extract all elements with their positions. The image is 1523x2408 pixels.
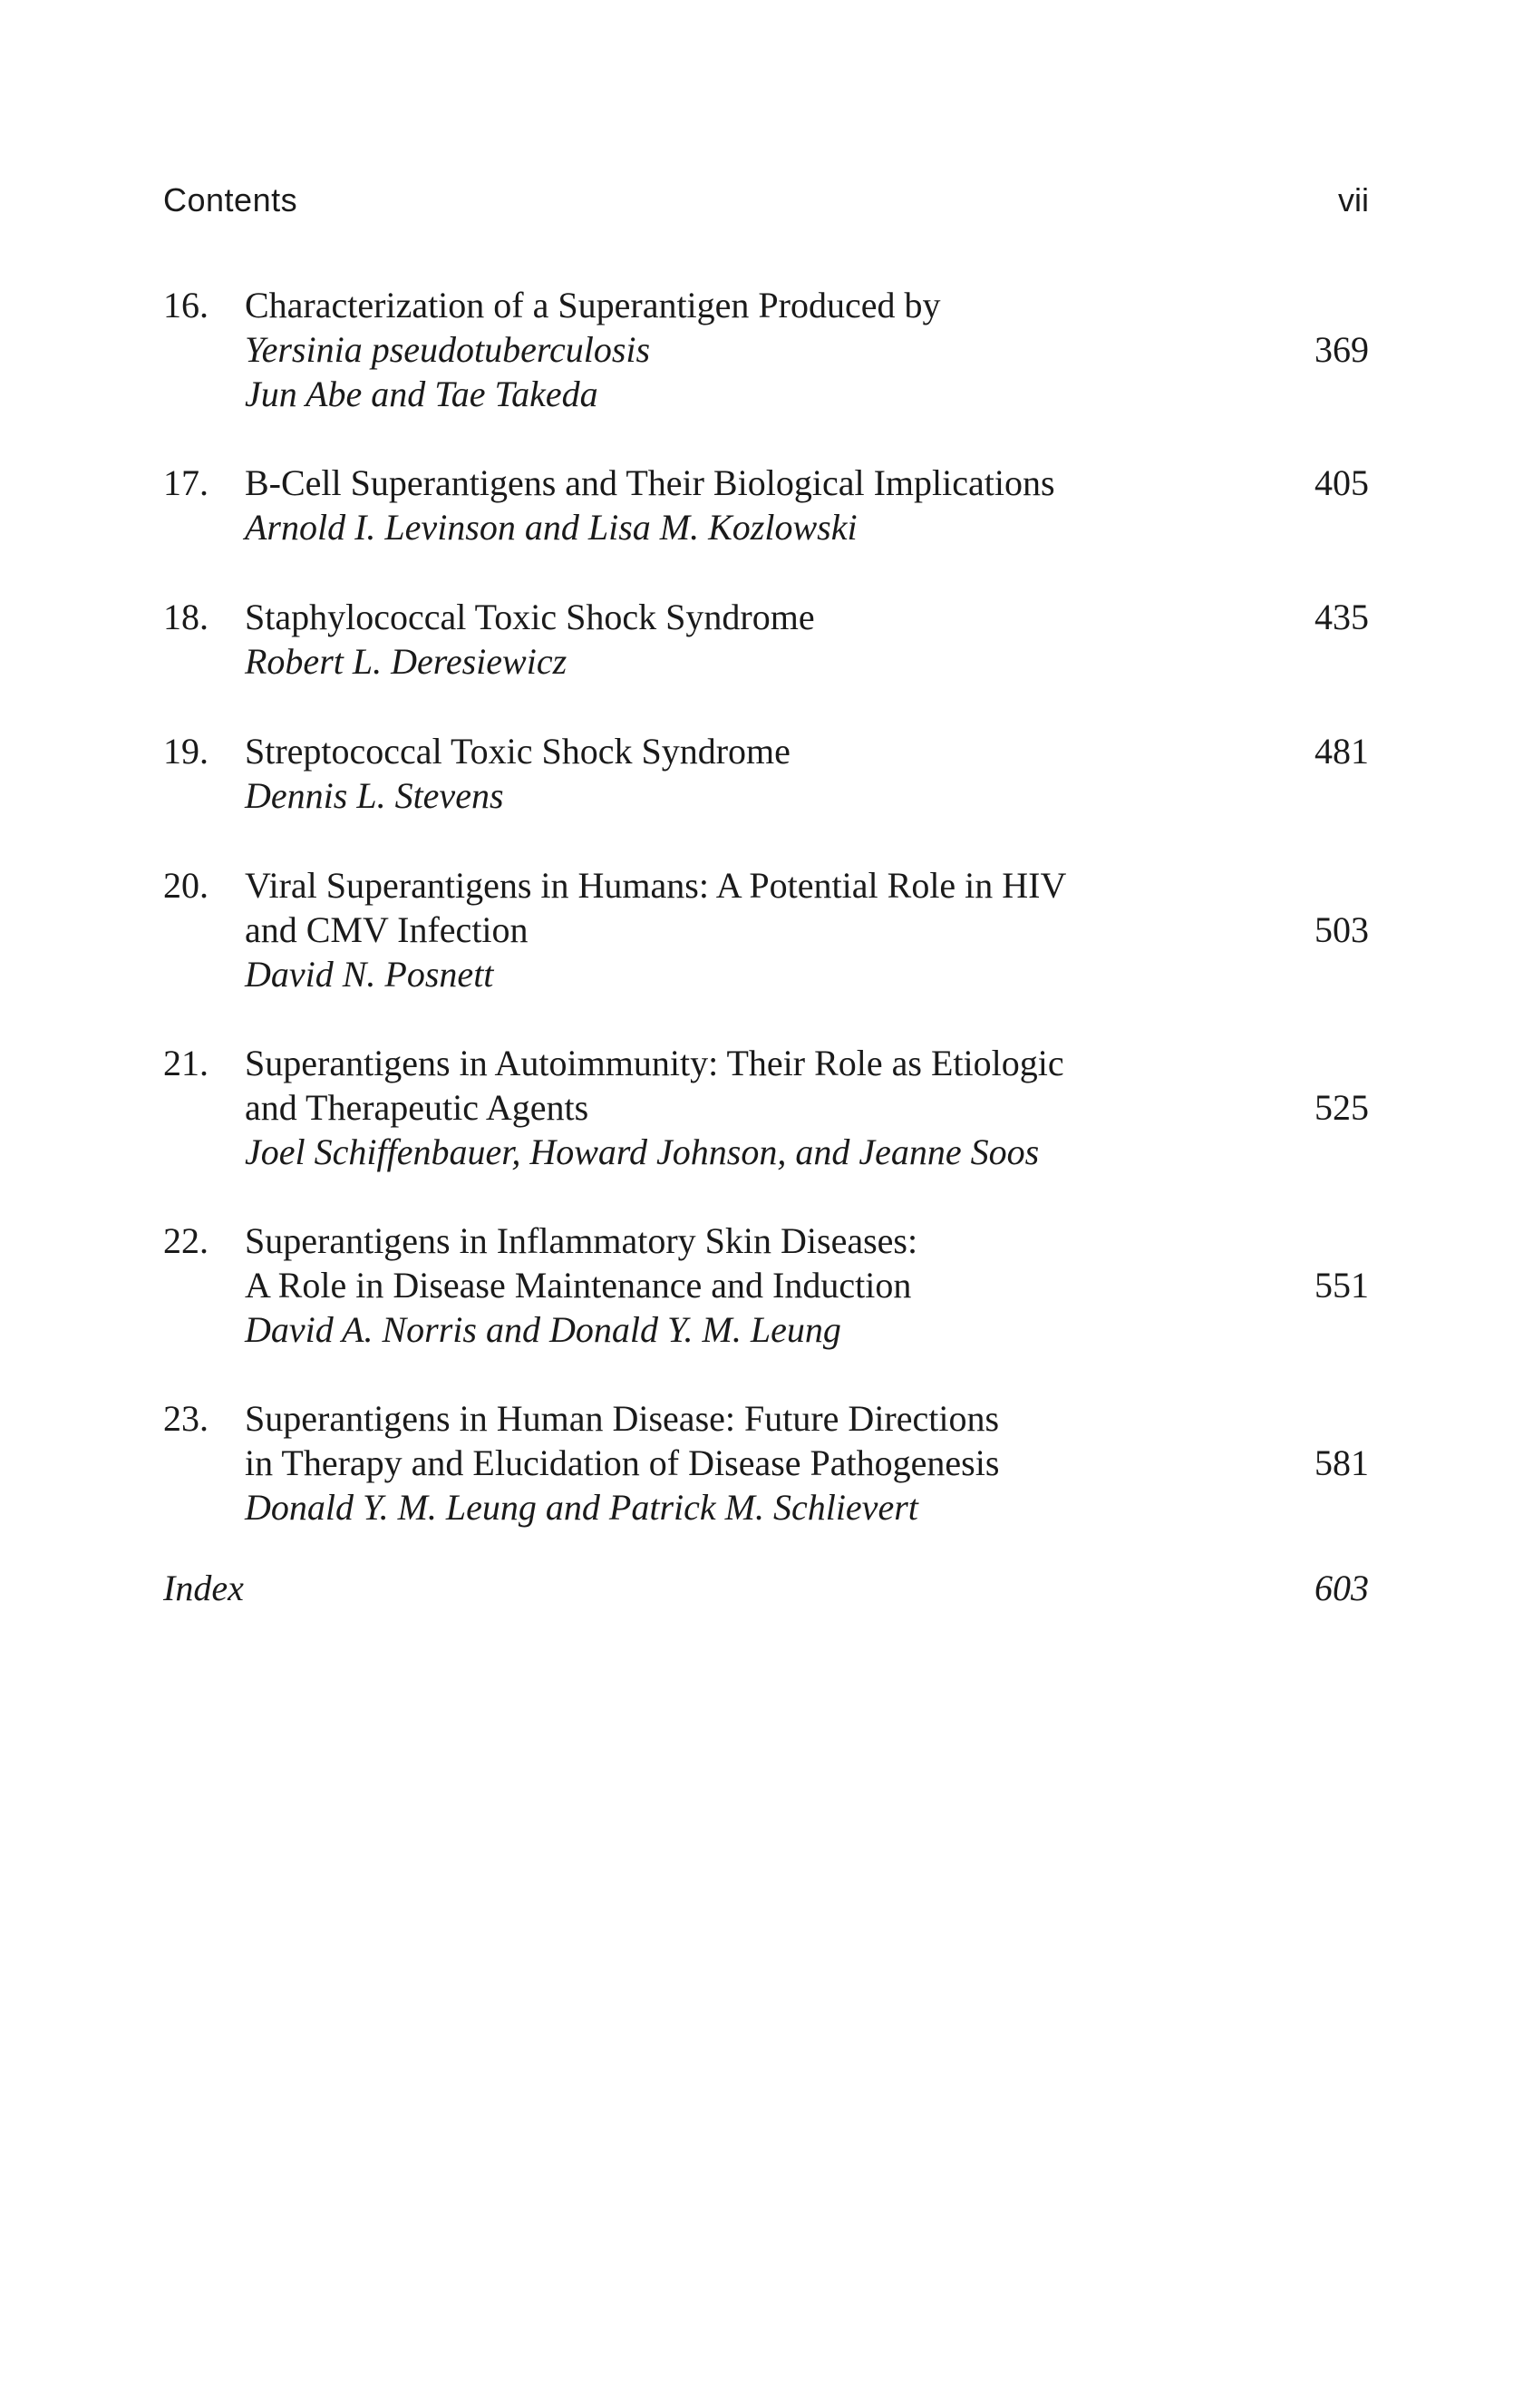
chapter-page-number: 525 xyxy=(1314,1087,1369,1128)
chapter-number: 21. xyxy=(163,1043,209,1083)
toc-entry xyxy=(163,863,1369,996)
chapter-number: 16. xyxy=(163,285,209,325)
chapter-author: David A. Norris and Donald Y. M. Leung xyxy=(245,1309,841,1350)
chapter-title-line: Characterization of a Superantigen Produced by xyxy=(245,285,941,325)
chapter-author: Joel Schiffenbauer, Howard Johnson, and Jeanne Soos xyxy=(245,1131,1040,1172)
toc-entry xyxy=(163,283,1369,416)
chapter-page-number: 369 xyxy=(1314,329,1369,370)
chapter-title-line: and Therapeutic Agents xyxy=(245,1087,589,1128)
chapter-title-line: Viral Superantigens in Humans: A Potential Role in HIV xyxy=(245,865,1067,906)
running-head-title: Contents xyxy=(163,181,298,218)
chapter-title-line: Superantigens in Inflammatory Skin Diseases: xyxy=(245,1220,918,1261)
chapter-page-number: 481 xyxy=(1314,731,1369,772)
chapter-page-number: 551 xyxy=(1314,1265,1369,1306)
chapter-number: 22. xyxy=(163,1220,209,1261)
chapter-title-line: B-Cell Superantigens and Their Biological Implications xyxy=(245,462,1055,503)
chapter-title-line: Superantigens in Human Disease: Future Directions xyxy=(245,1398,1000,1439)
chapter-title-line: A Role in Disease Maintenance and Induction xyxy=(245,1265,912,1306)
chapter-number: 19. xyxy=(163,731,209,772)
chapter-title-line: Superantigens in Autoimmunity: Their Role as Etiologic xyxy=(245,1043,1064,1083)
chapter-title-line: Streptococcal Toxic Shock Syndrome xyxy=(245,731,791,772)
chapter-author: Dennis L. Stevens xyxy=(245,775,504,816)
chapter-title-line: and CMV Infection xyxy=(245,909,529,950)
chapter-title-line: Staphylococcal Toxic Shock Syndrome xyxy=(245,597,815,637)
chapter-page-number: 435 xyxy=(1314,597,1369,637)
chapter-author: David N. Posnett xyxy=(245,954,494,995)
index-page-number: 603 xyxy=(1314,1568,1369,1608)
chapter-page-number: 503 xyxy=(1314,909,1369,950)
chapter-page-number: 405 xyxy=(1314,462,1369,503)
index-entry xyxy=(163,1566,1369,1610)
chapter-title-line: in Therapy and Elucidation of Disease Pathogenesis xyxy=(245,1442,1000,1483)
page-folio: vii xyxy=(1338,181,1369,218)
chapter-number: 23. xyxy=(163,1398,209,1439)
chapter-number: 17. xyxy=(163,462,209,503)
chapter-number: 20. xyxy=(163,865,209,906)
chapter-author: Arnold I. Levinson and Lisa M. Kozlowski xyxy=(245,507,858,548)
index-label: Index xyxy=(163,1568,244,1608)
toc-entry xyxy=(163,1396,1369,1529)
toc-entry xyxy=(163,1219,1369,1352)
chapter-title-line: Yersinia pseudotuberculosis xyxy=(245,329,651,370)
toc-entry xyxy=(163,729,1369,818)
toc-entry xyxy=(163,595,1369,684)
chapter-author: Jun Abe and Tae Takeda xyxy=(245,374,598,414)
chapter-number: 18. xyxy=(163,597,209,637)
toc-entry xyxy=(163,1041,1369,1174)
chapter-author: Donald Y. M. Leung and Patrick M. Schlievert xyxy=(245,1487,918,1528)
chapter-author: Robert L. Deresiewicz xyxy=(245,641,567,682)
toc-entry xyxy=(163,461,1369,549)
chapter-page-number: 581 xyxy=(1314,1442,1369,1483)
running-head xyxy=(163,181,1369,236)
